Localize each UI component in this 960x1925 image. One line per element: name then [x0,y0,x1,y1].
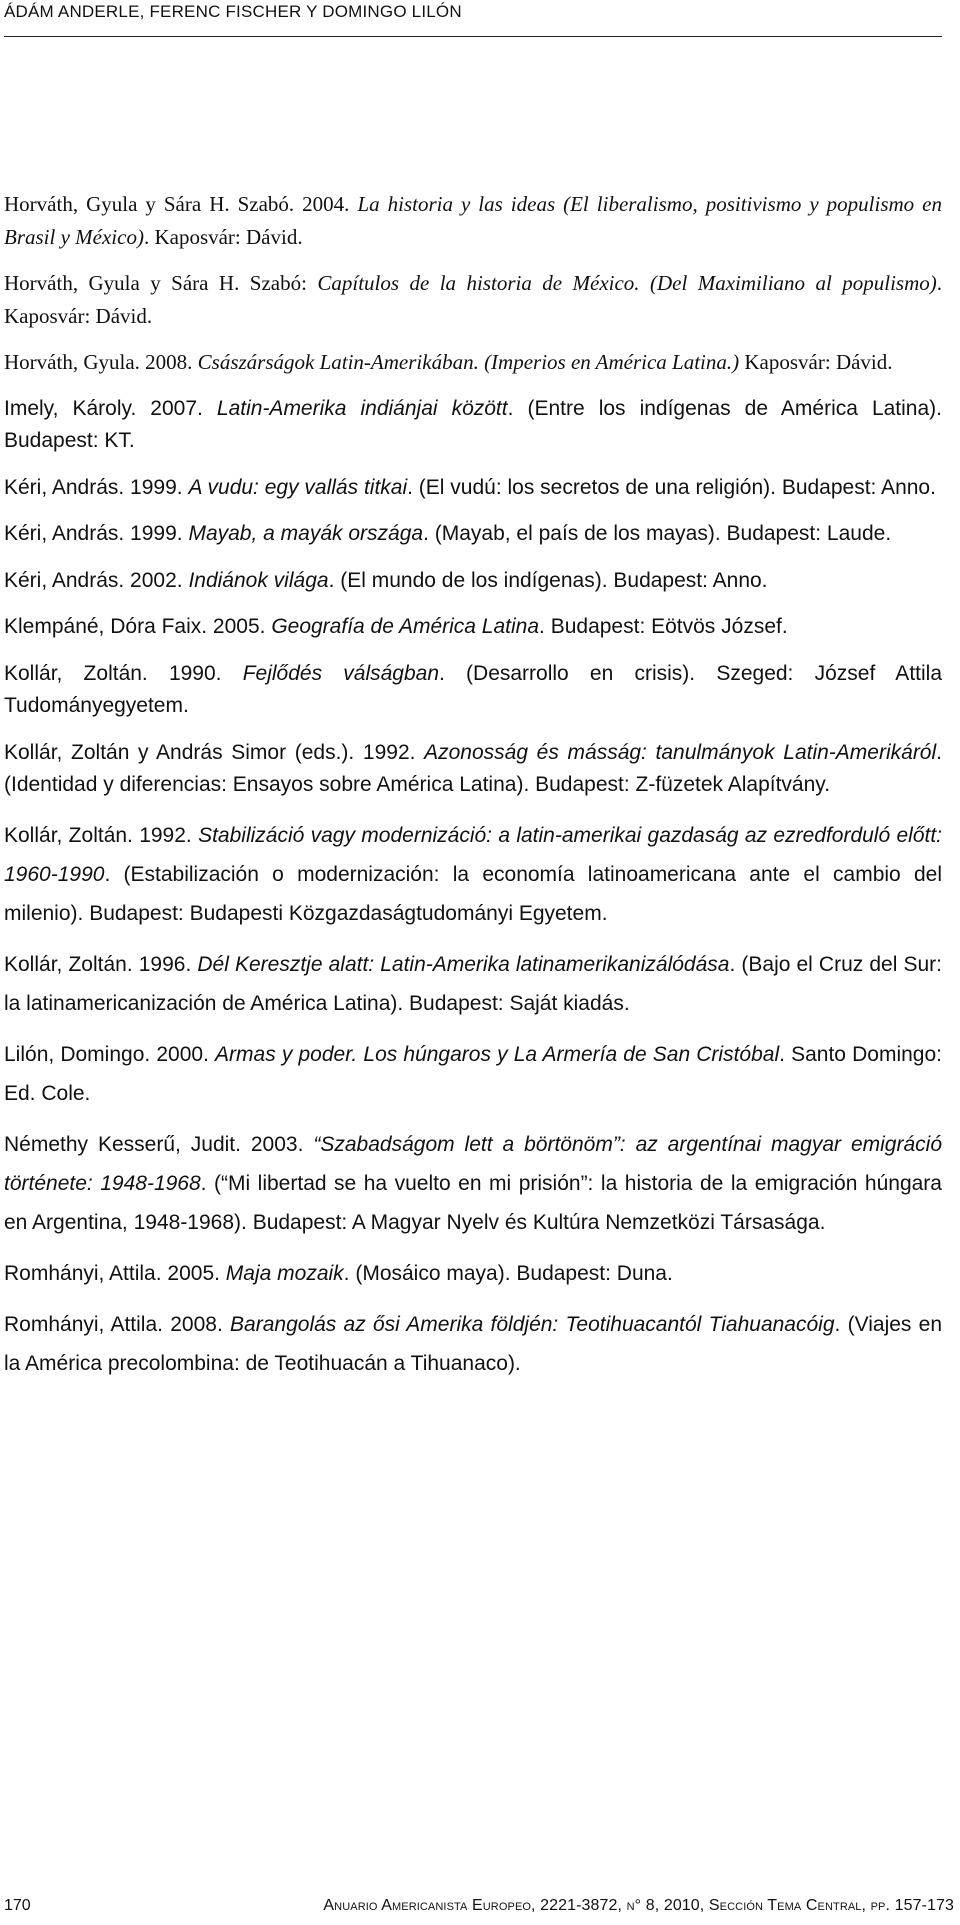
reference-entry [4,518,942,551]
reference-details: Kaposvár: Dávid. [739,350,893,374]
reference-author-year: Kéri, András. 2002. [4,568,189,592]
reference-entry [4,346,942,379]
reference-title: Maja mozaik [225,1261,344,1285]
reference-title: “Szabadságom lett a börtönöm”: az argentínai magyar emigráció története: 1948-1968 [4,1132,942,1195]
reference-details: . (Mayab, el país de los mayas). Budapest: Laude. [423,522,892,545]
reference-title: Dél Keresztje alatt: Latin-Amerika latinamerikanizálódása [197,952,730,976]
reference-details: . Kaposvár: Dávid. [4,271,942,328]
reference-entry [4,945,942,1023]
reference-details: . Budapest: Eötvös József. [539,615,788,638]
reference-details: . (Mosáico maya). Budapest: Duna. [343,1261,673,1285]
reference-title: Barangolás az ősi Amerika földjén: Teotihuacantól Tiahuanacóig [230,1312,835,1336]
reference-title: Armas y poder. Los húngaros y La Armería de San Cristóbal [215,1042,780,1066]
reference-author-year: Kollár, Zoltán y András Simor (eds.). 1992. [4,740,425,764]
reference-title: La historia y las ideas (El liberalismo, positivismo y populismo en Brasil y México) [4,192,943,249]
reference-details: . (Bajo el Cruz del Sur: la latinamericanización de América Latina). Budapest: Saját kiadás. [4,952,942,1015]
reference-entry [4,1035,942,1113]
reference-entry [4,658,942,723]
reference-author-year: Horváth, Gyula y Sára H. Szabó: [4,271,318,295]
reference-entry [4,816,942,933]
reference-title: Geografía de América Latina [271,615,540,638]
reference-details: . Santo Domingo: Ed. Cole. [4,1042,942,1105]
reference-author-year: Horváth, Gyula. 2008. [4,350,198,374]
reference-entry [4,611,942,644]
reference-details: . (“Mi libertad se ha vuelto en mi prisión”: la historia de la emigración húngara en Argentina, 1948-1968). Budapest: A Magyar Nyelv és Kultúra Nemzetközi Társasága. [4,1171,942,1234]
reference-author-year: Kollár, Zoltán. 1996. [4,952,198,976]
reference-details: . (El vudú: los secretos de una religión). Budapest: Anno. [407,475,936,499]
reference-entry [4,1254,942,1293]
reference-details: . (Viajes en la América precolombina: de Teotihuacán a Tihuanaco). [4,1312,943,1375]
reference-author-year: Kéri, András. 1999. [4,522,189,545]
reference-author-year: Lilón, Domingo. 2000. [4,1042,216,1066]
reference-author-year: Imely, Károly. 2007. [4,396,217,420]
reference-details: . Kaposvár: Dávid. [143,224,303,249]
reference-title: Latin-Amerika indiánjai között [216,396,508,420]
reference-entry [4,1125,942,1242]
reference-entry [4,1305,942,1383]
reference-title: Stabilizáció vagy modernizáció: a latin-amerikai gazdaság az ezredforduló előtt: 1960-1990 [4,823,942,886]
reference-title: Császárságok Latin-Amerikában. (Imperios en América Latina.) [197,350,740,374]
reference-author-year: Kéri, András. 1999. [4,475,189,499]
reference-author-year: Romhányi, Attila. 2005. [4,1261,226,1285]
reference-details: . (Desarrollo en crisis). Szeged: József Attila Tudományegyetem. [4,661,942,717]
journal-citation: Anuario Americanista Europeo, 2221-3872, n° 8, 2010, Sección Tema Central, pp. 157-173 [323,1897,954,1914]
reference-author-year: Horváth, Gyula y Sára H. Szabó. 2004. [4,192,358,216]
reference-entry [4,472,942,505]
reference-details: . (Identidad y diferencias: Ensayos sobre América Latina). Budapest: Z-füzetek Alapítvány. [4,740,942,796]
reference-details: . (Entre los indígenas de América Latina). Budapest: KT. [4,396,942,452]
reference-author-year: Kollár, Zoltán. 1990. [4,661,243,685]
reference-details: . (Estabilización o modernización: la economía latinoamericana ante el cambio del milenio). Budapest: Budapesti Közgazdaságtudományi Egyetem. [4,862,942,925]
reference-title: A vudu: egy vallás titkai [188,475,408,499]
running-title: ÁDÁM ANDERLE, FERENC FISCHER Y DOMINGO LILÓN [4,2,462,21]
reference-title: Indiánok világa [188,568,329,592]
reference-title: Azonosság és másság: tanulmányok Latin-Amerikáról [424,740,937,764]
header-rule [4,36,942,37]
reference-entry [4,393,942,458]
reference-entry [4,737,942,802]
reference-author-year: Romhányi, Attila. 2008. [4,1312,231,1336]
page-number: 170 [4,1897,31,1914]
reference-author-year: Kollár, Zoltán. 1992. [4,823,199,847]
running-header [4,0,942,24]
reference-author-year: Klempáné, Dóra Faix. 2005. [4,615,272,638]
reference-list [4,188,942,1395]
reference-title: Fejlődés válságban [242,661,440,685]
reference-entry [4,565,942,598]
reference-title: Capítulos de la historia de México. (Del Maximiliano al populismo) [317,271,937,295]
reference-author-year: Némethy Kesserű, Judit. 2003. [4,1132,314,1156]
reference-title: Mayab, a mayák országa [188,522,424,545]
reference-details: . (El mundo de los indígenas). Budapest: Anno. [328,568,768,592]
reference-entry [4,267,942,332]
reference-entry [4,188,942,253]
